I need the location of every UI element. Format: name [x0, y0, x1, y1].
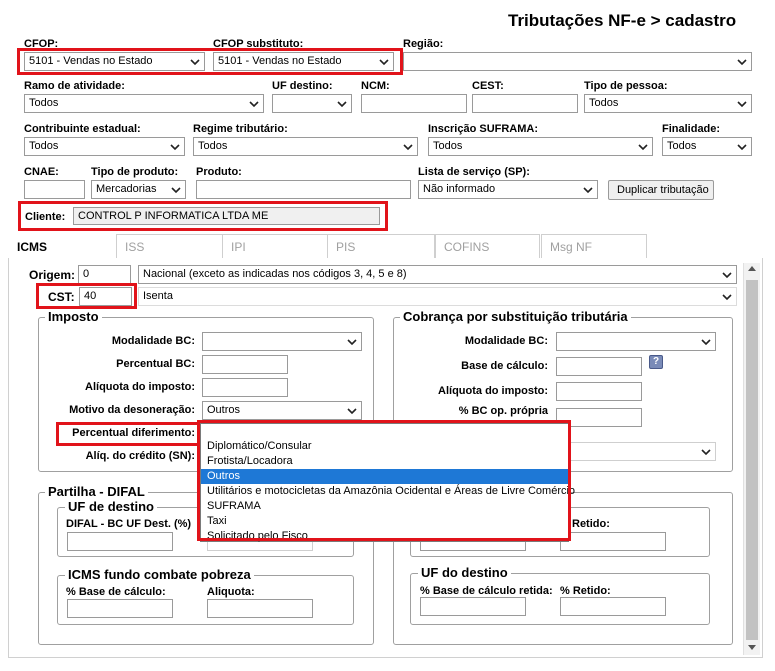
contribuinte-label: Contribuinte estadual:	[24, 123, 141, 135]
st-base-calculo-label: Base de cálculo:	[461, 360, 548, 372]
tipo-produto-label: Tipo de produto:	[91, 166, 179, 178]
suframa-select[interactable]: Todos	[428, 137, 653, 156]
retido-label: Retido:	[572, 518, 610, 530]
ncm-input[interactable]	[361, 94, 467, 113]
dropdown-option[interactable]: SUFRAMA	[207, 500, 261, 512]
partilha-difal-legend: Partilha - DIFAL	[45, 484, 148, 499]
cliente-field: CONTROL P INFORMATICA LTDA ME	[73, 207, 380, 225]
chevron-down-icon	[700, 336, 712, 348]
help-icon[interactable]: ?	[649, 355, 663, 369]
scroll-down-icon[interactable]	[748, 645, 756, 650]
fcp-base-input[interactable]	[67, 599, 173, 618]
cliente-label: Cliente:	[25, 211, 66, 223]
dropdown-option[interactable]: Solicitado pelo Fisco	[207, 530, 308, 542]
tab-iss[interactable]: ISS	[116, 234, 223, 258]
page-title: Tributações NF-e > cadastro	[508, 11, 737, 30]
tab-pis[interactable]: PIS	[327, 234, 435, 258]
lista-servico-label: Lista de serviço (SP):	[418, 166, 530, 178]
uf-destino-select[interactable]	[272, 94, 352, 113]
tab-cofins[interactable]: COFINS	[435, 234, 540, 258]
tab-msg-nf[interactable]: Msg NF	[541, 234, 647, 258]
origem-code-input[interactable]: 0	[78, 265, 131, 284]
fcp-legend: ICMS fundo combate pobreza	[65, 567, 254, 582]
duplicar-button[interactable]: Duplicar tributação	[608, 180, 714, 200]
tab-ipi[interactable]: IPI	[222, 234, 328, 258]
origem-select[interactable]: Nacional (exceto as indicadas nos códigos 3, 4, 5 e 8)	[138, 265, 737, 284]
produto-label: Produto:	[196, 166, 242, 178]
dropdown-highlight	[197, 420, 576, 541]
uf-destino-label: UF destino:	[272, 80, 333, 92]
dropdown-option[interactable]: Utilitários e motocicletas da Amazônia Ocidental e Áreas de Livre Comércio	[207, 485, 576, 497]
dropdown-option[interactable]: Diplomático/Consular	[207, 440, 312, 452]
regime-select[interactable]: Todos	[193, 137, 418, 156]
percentual-diferimento-label: Percentual diferimento:	[72, 427, 195, 439]
suframa-label: Inscrição SUFRAMA:	[428, 123, 539, 135]
tipo-pessoa-select[interactable]: Todos	[584, 94, 752, 113]
cst-code-input[interactable]: 40	[79, 287, 132, 306]
difal-bc-input[interactable]	[67, 532, 173, 551]
dropdown-option-selected[interactable]: Outros	[201, 469, 568, 484]
cest-input[interactable]	[472, 94, 578, 113]
difal-bc-label: DIFAL - BC UF Dest. (%)	[66, 518, 192, 530]
cobranca-st-legend: Cobrança por substituição tributária	[400, 309, 631, 324]
cst-select[interactable]: Isenta	[138, 287, 737, 306]
finalidade-label: Finalidade:	[662, 123, 721, 135]
modalidade-bc-select[interactable]	[202, 332, 362, 351]
diferimento-highlight	[56, 422, 201, 446]
cliente-highlight	[18, 201, 388, 231]
cfop-label: CFOP:	[24, 38, 59, 50]
st-bc-op-propria-label: % BC op. própria	[458, 405, 548, 417]
base-retida-input[interactable]	[420, 597, 526, 616]
fcp-aliquota-input[interactable]	[207, 599, 313, 618]
cnae-label: CNAE:	[24, 166, 59, 178]
dropdown-option[interactable]: Frotista/Locadora	[207, 455, 293, 467]
chevron-down-icon	[736, 141, 748, 153]
chevron-down-icon	[736, 98, 748, 110]
regiao-label: Região:	[403, 38, 444, 50]
regime-label: Regime tributário:	[193, 123, 288, 135]
tipo-produto-select[interactable]: Mercadorias	[91, 180, 186, 199]
chevron-down-icon	[721, 269, 733, 281]
st-base-calculo-input[interactable]	[556, 357, 642, 376]
finalidade-select[interactable]: Todos	[662, 137, 752, 156]
contribuinte-select[interactable]: Todos	[24, 137, 185, 156]
chevron-down-icon	[637, 141, 649, 153]
fcp-aliquota-label: Aliquota:	[207, 586, 255, 598]
ncm-label: NCM:	[361, 80, 390, 92]
chevron-down-icon	[336, 98, 348, 110]
tab-icms[interactable]: ICMS	[8, 234, 114, 258]
chevron-down-icon	[700, 446, 712, 458]
cst-label: CST:	[48, 290, 75, 304]
st-modalidade-bc-select[interactable]	[556, 332, 716, 351]
cst-highlight	[36, 283, 137, 309]
cfop-select[interactable]: 5101 - Vendas no Estado	[24, 52, 205, 71]
tipo-pessoa-label: Tipo de pessoa:	[584, 80, 668, 92]
cnae-input[interactable]	[24, 180, 85, 199]
dropdown-option[interactable]: Taxi	[207, 515, 227, 527]
ramo-select[interactable]: Todos	[24, 94, 264, 113]
produto-input[interactable]	[196, 180, 411, 199]
scroll-thumb[interactable]	[746, 280, 758, 640]
uf-do-destino-legend: UF do destino	[418, 565, 511, 580]
regiao-select[interactable]	[403, 52, 752, 71]
pct-retido-input[interactable]	[560, 597, 666, 616]
chevron-down-icon	[248, 98, 260, 110]
st-aliquota-imposto-input[interactable]	[556, 382, 642, 401]
chevron-down-icon	[721, 291, 733, 303]
uf-destino-legend: UF de destino	[65, 499, 157, 514]
imposto-legend: Imposto	[45, 309, 102, 324]
ramo-label: Ramo de atividade:	[24, 80, 125, 92]
retido-input[interactable]	[560, 532, 666, 551]
modalidade-bc-label: Modalidade BC:	[111, 335, 195, 347]
lista-servico-select[interactable]: Não informado	[418, 180, 598, 199]
chevron-down-icon	[582, 184, 594, 196]
origem-label: Origem:	[29, 268, 76, 282]
cfop-substituto-label: CFOP substituto:	[213, 38, 304, 50]
percentual-bc-label: Percentual BC:	[116, 358, 195, 370]
pct-retido-label: % Retido:	[560, 585, 611, 597]
chevron-down-icon	[170, 184, 182, 196]
chevron-down-icon	[346, 336, 358, 348]
st-modalidade-bc-label: Modalidade BC:	[464, 335, 548, 347]
fcp-base-label: % Base de cálculo:	[66, 586, 166, 598]
motivo-desoneracao-label: Motivo da desoneração:	[69, 404, 195, 416]
aliquota-imposto-label: Alíquota do imposto:	[85, 381, 195, 393]
scroll-up-icon[interactable]	[748, 266, 756, 271]
scrollbar[interactable]	[743, 263, 760, 655]
percentual-bc-input[interactable]	[202, 355, 288, 374]
st-extra-select[interactable]	[556, 442, 716, 461]
chevron-down-icon	[346, 405, 358, 417]
chevron-down-icon	[736, 56, 748, 68]
aliquota-imposto-input[interactable]	[202, 378, 288, 397]
cest-label: CEST:	[472, 80, 504, 92]
cfop-highlight	[17, 48, 403, 75]
aliq-credito-label: Alíq. do crédito (SN):	[85, 450, 195, 462]
chevron-down-icon	[169, 141, 181, 153]
chevron-down-icon	[402, 141, 414, 153]
motivo-desoneracao-select[interactable]: Outros	[202, 401, 362, 420]
base-retida-label: % Base de cálculo retida:	[420, 585, 553, 597]
st-aliquota-imposto-label: Alíquota do imposto:	[438, 385, 548, 397]
cfop-substituto-select[interactable]: 5101 - Vendas no Estado	[213, 52, 394, 71]
